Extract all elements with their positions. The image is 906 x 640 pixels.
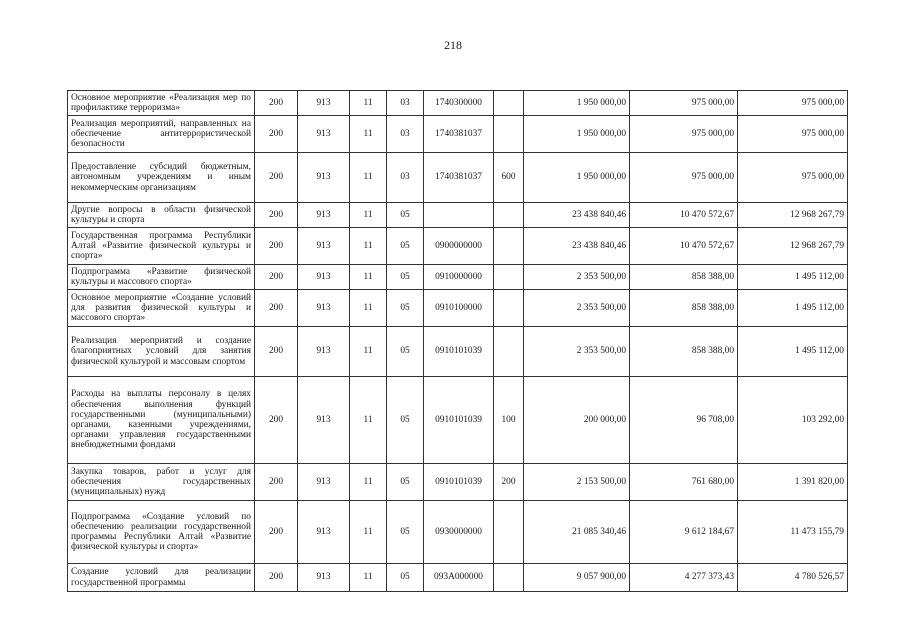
page-number: 218 [444,38,462,52]
cell-sum-3: 103 292,00 [738,377,848,464]
cell-pr: 05 [387,327,424,377]
cell-csr: 0930000000 [424,501,494,564]
cell-name: Подпрограмма «Создание условий по обеспечению реализации государственной программы Республики Алтай «Развитие физической культуры и спорта» [68,501,255,564]
cell-sum-2: 858 388,00 [630,265,738,290]
cell-gr: 913 [298,153,350,203]
cell-csr: 0910101039 [424,327,494,377]
cell-sum-1: 9 057 900,00 [524,564,630,592]
cell-rz: 11 [350,377,387,464]
cell-pr: 05 [387,501,424,564]
cell-ved: 200 [255,564,298,592]
cell-sum-1: 1 950 000,00 [524,116,630,153]
cell-name: Основное мероприятие «Создание условий для развития физической культуры и массового спорта» [68,290,255,327]
cell-pr: 05 [387,377,424,464]
cell-sum-1: 2 353 500,00 [524,327,630,377]
cell-name: Создание условий для реализации государственной программы [68,564,255,592]
cell-sum-1: 2 153 500,00 [524,464,630,501]
cell-pr: 05 [387,203,424,228]
cell-pr: 03 [387,91,424,116]
cell-gr: 913 [298,203,350,228]
cell-rz: 11 [350,564,387,592]
cell-sum-1: 23 438 840,46 [524,228,630,265]
cell-pr: 05 [387,464,424,501]
table-row [68,153,848,203]
cell-gr: 913 [298,228,350,265]
cell-ved: 200 [255,501,298,564]
cell-ved: 200 [255,327,298,377]
cell-pr: 05 [387,290,424,327]
table-row [68,377,848,464]
cell-gr: 913 [298,501,350,564]
table-row [68,501,848,564]
table-row [68,564,848,592]
cell-gr: 913 [298,116,350,153]
cell-ved: 200 [255,464,298,501]
cell-rz: 11 [350,116,387,153]
cell-csr: 1740300000 [424,91,494,116]
cell-name: Другие вопросы в области физической культуры и спорта [68,203,255,228]
cell-sum-2: 9 612 184,67 [630,501,738,564]
cell-pr: 03 [387,153,424,203]
cell-sum-2: 975 000,00 [630,116,738,153]
cell-csr: 0910101039 [424,464,494,501]
table-row [68,290,848,327]
budget-table [67,90,848,592]
cell-csr: 093А000000 [424,564,494,592]
cell-vr [494,116,524,153]
cell-ved: 200 [255,290,298,327]
cell-csr: 0900000000 [424,228,494,265]
cell-gr: 913 [298,290,350,327]
cell-name: Предоставление субсидий бюджетным, автономным учреждениям и иным некоммерческим организациям [68,153,255,203]
cell-pr: 05 [387,265,424,290]
cell-name: Основное мероприятие «Реализация мер по профилактике терроризма» [68,91,255,116]
cell-name: Реализация мероприятий, направленных на обеспечение антитеррористической безопасности [68,116,255,153]
cell-rz: 11 [350,153,387,203]
cell-vr: 200 [494,464,524,501]
cell-gr: 913 [298,327,350,377]
cell-vr [494,265,524,290]
cell-sum-3: 975 000,00 [738,153,848,203]
cell-sum-1: 2 353 500,00 [524,290,630,327]
cell-sum-2: 975 000,00 [630,91,738,116]
cell-csr: 1740381037 [424,153,494,203]
cell-sum-2: 761 680,00 [630,464,738,501]
cell-sum-2: 10 470 572,67 [630,203,738,228]
cell-csr: 0910101039 [424,377,494,464]
cell-rz: 11 [350,327,387,377]
cell-gr: 913 [298,91,350,116]
cell-vr [494,327,524,377]
cell-sum-3: 1 391 820,00 [738,464,848,501]
cell-csr: 0910100000 [424,290,494,327]
table-row [68,265,848,290]
cell-vr [494,91,524,116]
cell-sum-3: 4 780 526,57 [738,564,848,592]
cell-pr: 03 [387,116,424,153]
table-row [68,464,848,501]
cell-vr [494,228,524,265]
cell-rz: 11 [350,228,387,265]
cell-name: Расходы на выплаты персоналу в целях обеспечения выполнения функций государственными (муниципальными) органами, казенными учреждениями, органами управления государственными внебюджетными фондами [68,377,255,464]
cell-sum-2: 858 388,00 [630,290,738,327]
cell-gr: 913 [298,265,350,290]
table-row [68,228,848,265]
cell-ved: 200 [255,377,298,464]
cell-vr [494,290,524,327]
cell-sum-2: 10 470 572,67 [630,228,738,265]
cell-gr: 913 [298,464,350,501]
cell-vr: 100 [494,377,524,464]
cell-vr: 600 [494,153,524,203]
cell-sum-2: 96 708,00 [630,377,738,464]
cell-name: Государственная программа Республики Алтай «Развитие физической культуры и спорта» [68,228,255,265]
cell-name: Реализация мероприятий и создание благоприятных условий для занятия физической культурой и массовым спортом [68,327,255,377]
cell-name: Закупка товаров, работ и услуг для обеспечения государственных (муниципальных) нужд [68,464,255,501]
cell-csr [424,203,494,228]
cell-sum-2: 858 388,00 [630,327,738,377]
cell-sum-3: 12 968 267,79 [738,228,848,265]
cell-ved: 200 [255,265,298,290]
cell-rz: 11 [350,501,387,564]
cell-rz: 11 [350,203,387,228]
cell-gr: 913 [298,564,350,592]
cell-ved: 200 [255,153,298,203]
cell-rz: 11 [350,464,387,501]
table-row [68,116,848,153]
cell-sum-2: 975 000,00 [630,153,738,203]
cell-ved: 200 [255,203,298,228]
cell-pr: 05 [387,228,424,265]
cell-rz: 11 [350,91,387,116]
cell-name: Подпрограмма «Развитие физической культуры и массового спорта» [68,265,255,290]
cell-sum-1: 23 438 840,46 [524,203,630,228]
cell-sum-1: 200 000,00 [524,377,630,464]
cell-csr: 1740381037 [424,116,494,153]
cell-ved: 200 [255,228,298,265]
cell-sum-3: 11 473 155,79 [738,501,848,564]
cell-vr [494,203,524,228]
cell-sum-2: 4 277 373,43 [630,564,738,592]
cell-sum-3: 1 495 112,00 [738,265,848,290]
cell-sum-1: 1 950 000,00 [524,91,630,116]
cell-vr [494,564,524,592]
cell-csr: 0910000000 [424,265,494,290]
cell-sum-3: 975 000,00 [738,116,848,153]
cell-pr: 05 [387,564,424,592]
cell-sum-3: 12 968 267,79 [738,203,848,228]
cell-sum-3: 975 000,00 [738,91,848,116]
cell-sum-1: 21 085 340,46 [524,501,630,564]
cell-ved: 200 [255,116,298,153]
cell-rz: 11 [350,265,387,290]
cell-sum-1: 2 353 500,00 [524,265,630,290]
cell-sum-3: 1 495 112,00 [738,290,848,327]
cell-gr: 913 [298,377,350,464]
table-row [68,327,848,377]
cell-sum-1: 1 950 000,00 [524,153,630,203]
table-row [68,203,848,228]
cell-vr [494,501,524,564]
cell-ved: 200 [255,91,298,116]
table-row [68,91,848,116]
cell-sum-3: 1 495 112,00 [738,327,848,377]
cell-rz: 11 [350,290,387,327]
